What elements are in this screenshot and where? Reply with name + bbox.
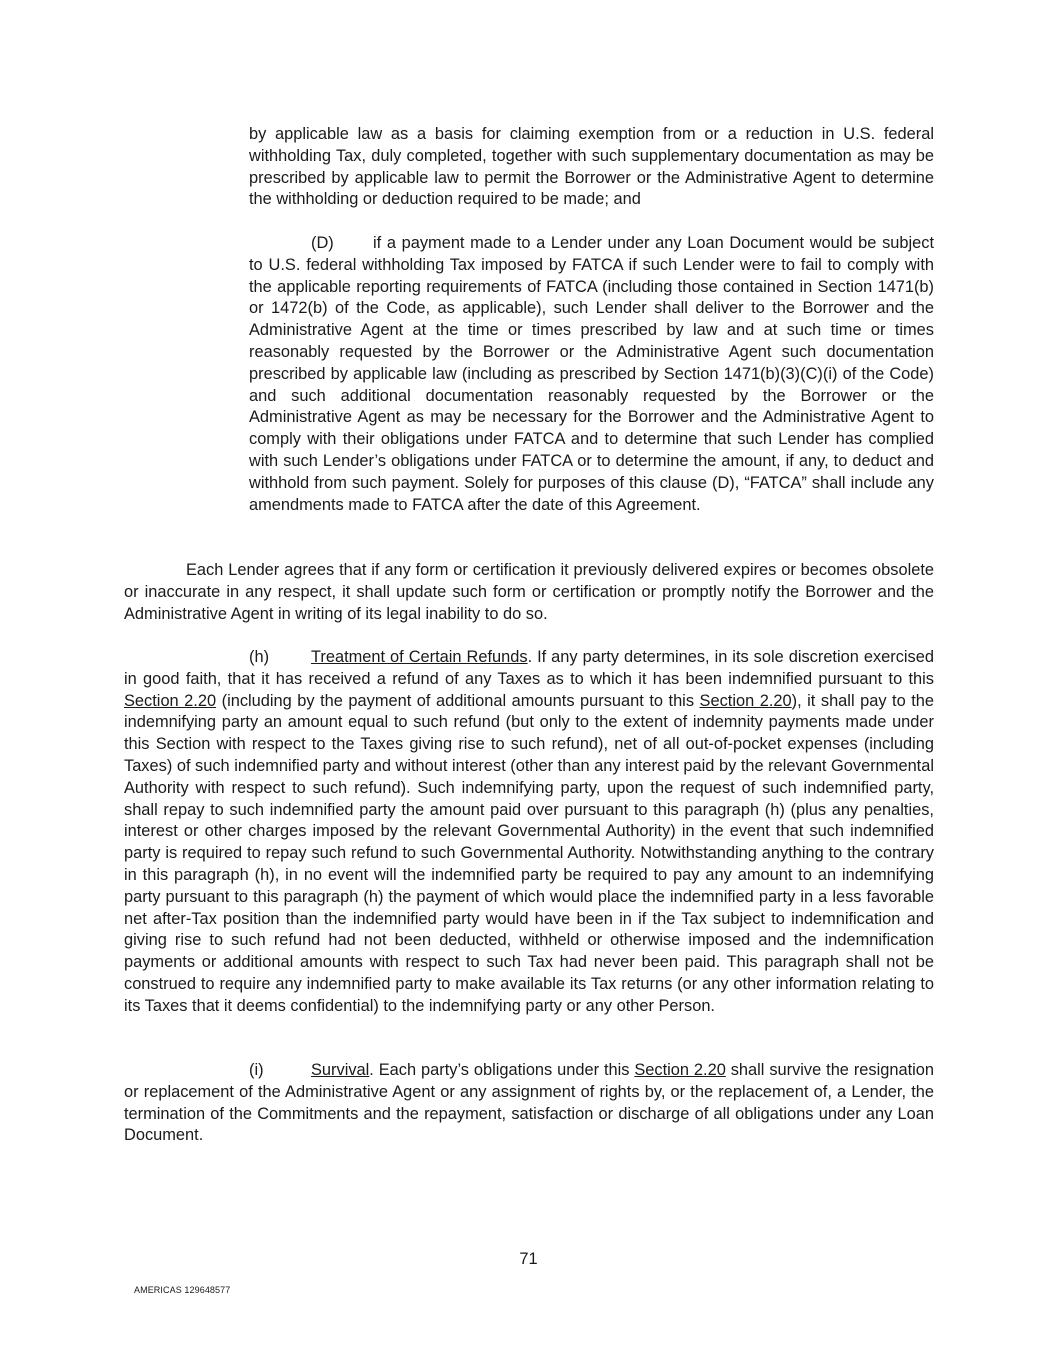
section-reference-link[interactable]: Section 2.20 bbox=[699, 691, 792, 710]
document-footer-id: AMERICAS 129648577 bbox=[134, 1285, 231, 1295]
paragraph-each-lender bbox=[124, 560, 934, 625]
paragraph-h-text-2: (including by the payment of additional amounts pursuant to this bbox=[216, 691, 700, 710]
paragraph-i-text-1: . Each party’s obligations under this bbox=[369, 1061, 635, 1079]
paragraph-i-heading: Survival bbox=[311, 1061, 370, 1079]
paragraph-d-text: if a payment made to a Lender under any Loan Document would be subject to U.S. federal withholding Tax imposed by FATCA if such Lender were to fail to comply with the applicable reporting requirements of FATCA (including those contained in Section 1471(b) or 1472(b) of the Code, as applicable), such Lender shall deliver to the Borrower and the Administrative Agent at the time or times prescribed by law and at such time or times reasonably requested by the Borrower or the Administrative Agent such documentation prescribed by applicable law (including as prescribed by Section 1471(b)(3)(C)(i) of the Code) and such additional documentation reasonably requested by the Borrower or the Administrative Agent as may be necessary for the Borrower and the Administrative Agent to comply with their obligations under FATCA and to determine that such Lender has complied with such Lender’s obligations under FATCA or to determine the amount, if any, to deduct and withhold from such payment. Solely for purposes of this clause (D), “FATCA” shall include any amendments made to FATCA after the date of this Agreement. bbox=[249, 234, 934, 514]
page-number: 71 bbox=[519, 1250, 538, 1268]
paragraph-i-label: (i) bbox=[249, 1061, 264, 1079]
paragraph-h-heading: Treatment of Certain Refunds bbox=[311, 648, 528, 666]
paragraph-each-lender-text: Each Lender agrees that if any form or certification it previously delivered expires or becomes obsolete or inaccurate in any respect, it shall update such form or certification or promptly notify the Borrower and the Administrative Agent in writing of its legal inability to do so. bbox=[124, 561, 934, 623]
paragraph-i-text-2: shall survive the resignation or replacement of the Administrative Agent or any assignment of rights by, or the replacement of, a Lender, the termination of the Commitments and the repayment, satisfaction or discharge of all obligations under any Loan Document. bbox=[124, 1061, 935, 1145]
paragraph-h-label: (h) bbox=[249, 648, 270, 666]
paragraph-h bbox=[124, 647, 934, 1018]
paragraph-i bbox=[124, 1060, 934, 1147]
section-reference-link[interactable]: Section 2.20 bbox=[124, 691, 217, 710]
paragraph-withholding-tail: by applicable law as a basis for claiming exemption from or a reduction in U.S. federal withholding Tax, duly completed, together with such supplementary documentation as may be prescribed by applicable law to permit the Borrower or the Administrative Agent to determine the withholding or deduction required to be made; and bbox=[249, 125, 934, 209]
paragraph-h-text-1: . If any party determines, in its sole discretion exercised in good faith, that it has received a refund of any Taxes as to which it has been indemnified pursuant to this bbox=[124, 648, 934, 688]
paragraph-d bbox=[249, 233, 934, 516]
paragraph-h-text-3: ), it shall pay to the indemnifying party an amount equal to such refund (but only to the extent of indemnity payments made under this Section with respect to the Taxes giving rise to such refund), net of all out-of-pocket expenses (including Taxes) of such indemnified party and without interest (other than any interest paid by the relevant Governmental Authority with respect to such refund). Such indemnifying party, upon the request of such indemnified party, shall repay to such indemnified party the amount paid over pursuant to this paragraph (h) (plus any penalties, interest or other charges imposed by the relevant Governmental Authority) in the event that such indemnified party is required to repay such refund to such Governmental Authority. Notwithstanding anything to the contrary in this paragraph (h), in no event will the indemnified party be required to pay any amount to an indemnifying party pursuant to this paragraph (h) the payment of which would place the indemnified party in a less favorable net after-Tax position than the indemnified party would have been in if the Tax subject to indemnification and giving rise to such refund had not been deducted, withheld or otherwise imposed and the indemnification payments or additional amounts with respect to such Tax had never been paid. This paragraph shall not be construed to require any indemnified party to make available its Tax returns (or any other information relating to its Taxes that it deems confidential) to the indemnifying party or any other Person. bbox=[124, 691, 935, 1015]
section-reference-link[interactable]: Section 2.20 bbox=[634, 1061, 726, 1079]
paragraph-d-label: (D) bbox=[311, 234, 334, 252]
